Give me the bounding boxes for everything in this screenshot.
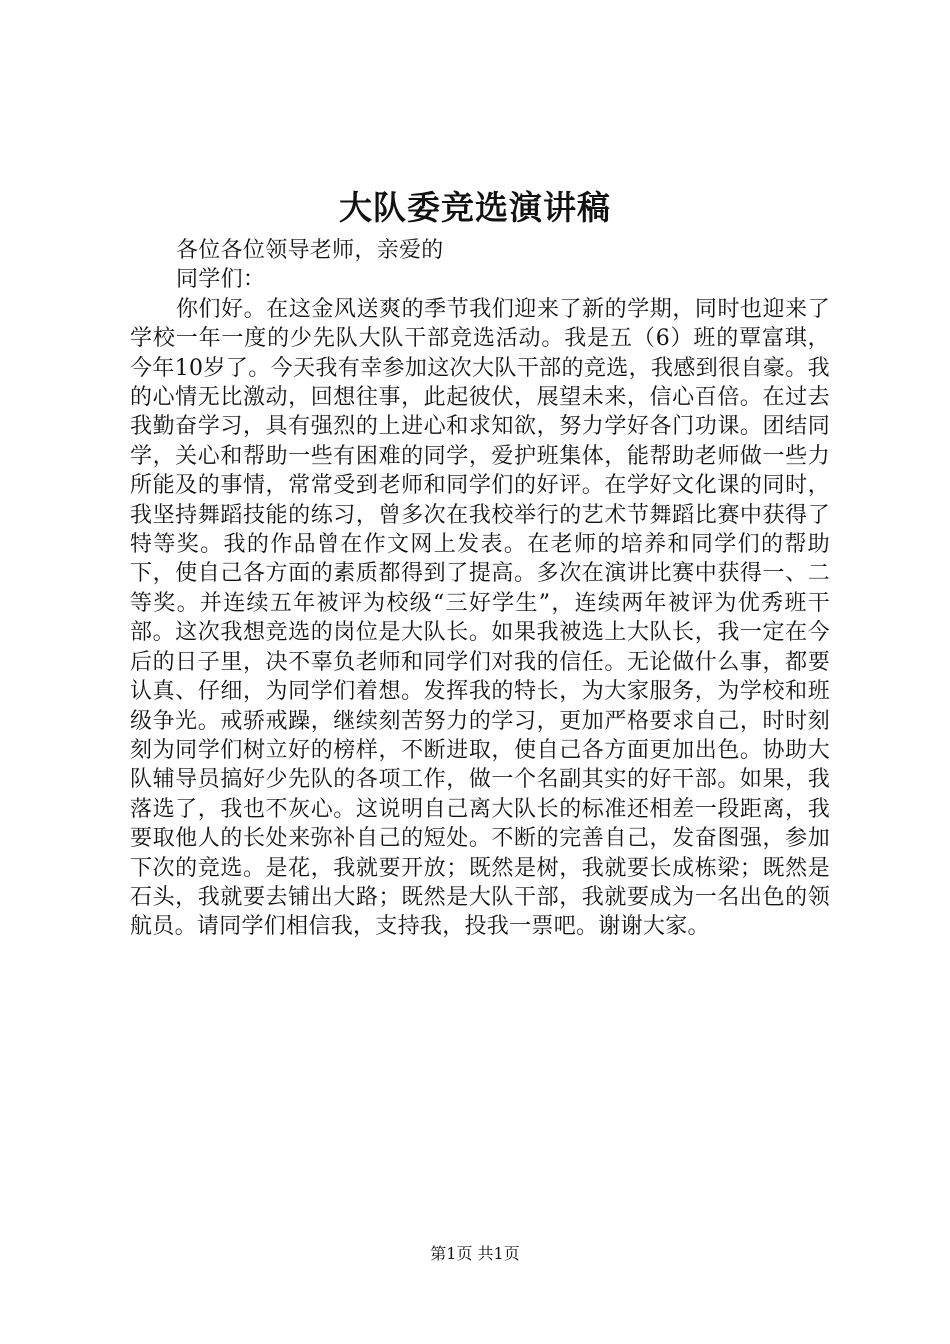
speech-paragraph: 你们好。在这金风送爽的季节我们迎来了新的学期，同时也迎来了学校一年一度的少先队大队干部竞选活动。我是五（6）班的覃富琪，今年10岁了。今天我有幸参加这次大队干部的竞选，我感到很自豪。我的心情无比激动，回想往事，此起彼伏，展望未来，信心百倍。在过去我勤奋学习，具有强烈的上进心和求知欲，努力学好各门功课。团结同学，关心和帮助一些有困难的同学，爱护班集体，能帮助老师做一些力所能及的事情，常常受到老师和同学们的好评。在学好文化课的同时，我坚持舞蹈技能的练习，曾多次在我校举行的艺术节舞蹈比赛中获得了特等奖。我的作品曾在作文网上发表。在老师的培养和同学们的帮助下，使自己各方面的素质都得到了提高。多次在演讲比赛中获得一、二等奖。并连续五年被评为校级“三好学生”，连续两年被评为优秀班干部。这次我想竞选的岗位是大队长。如果我被选上大队长，我一定在今后的日子里，决不辜负老师和同学们对我的信任。无论做什么事，都要认真、仔细，为同学们着想。发挥我的特长，为大家服务，为学校和班级争光。戒骄戒躁，继续刻苦努力的学习，更加严格要求自己，时时刻刻为同学们树立好的榜样，不断进取，使自己各方面更加出色。协助大队辅导员搞好少先队的各项工作，做一个名副其实的好干部。如果，我落选了，我也不灰心。这说明自己离大队长的标准还相差一段距离，我要取他人的长处来弥补自己的短处。不断的完善自己，发奋图强，参加下次的竞选。是花，我就要开放；既然是树，我就要长成栋梁；既然是石头，我就要去铺出大路；既然是大队干部，我就要成为一名出色的领航员。请同学们相信我，支持我，投我一票吧。谢谢大家。 [130,296,830,940]
page-footer: 第1页 共1页 [430,1244,520,1263]
speech-body [130,236,830,942]
salutation-line-2: 同学们： [176,267,266,293]
page-title: 大队委竞选演讲稿 [339,188,611,227]
salutation-line-1: 各位各位领导老师，亲爱的 [176,238,444,263]
